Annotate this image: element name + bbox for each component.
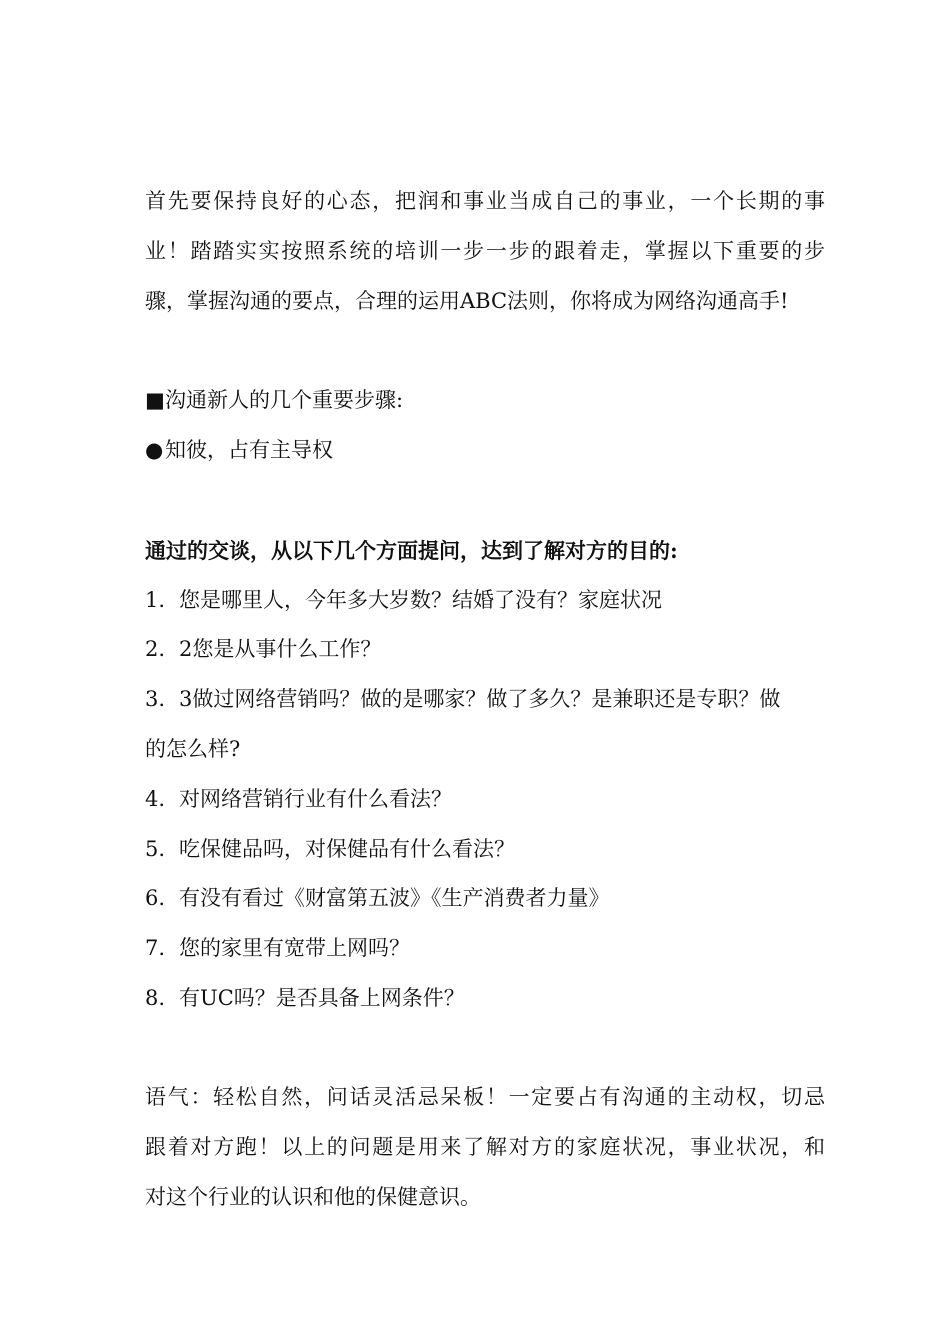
list-item bbox=[145, 983, 825, 1013]
list-item-number: 5. bbox=[145, 837, 166, 861]
list-item-number: 7. bbox=[145, 936, 166, 960]
list-item bbox=[145, 784, 825, 814]
steps-heading-text: 沟通新人的几个重要步骤: bbox=[165, 388, 404, 412]
list-item bbox=[145, 634, 825, 664]
list-item-number: 6. bbox=[145, 886, 166, 910]
list-item-number: 1. bbox=[145, 588, 166, 612]
list-item-text: 3做过网络营销吗？做的是哪家？做了多久？是兼职还是专职？做 bbox=[179, 687, 781, 711]
questions-heading: 通过的交谈，从以下几个方面提问，达到了解对方的目的: bbox=[145, 538, 678, 563]
list-item-text: 吃保健品吗，对保健品有什么看法？ bbox=[179, 837, 515, 861]
list-item bbox=[145, 883, 825, 913]
list-item-number: 2. bbox=[145, 637, 166, 661]
step-one bbox=[145, 435, 825, 465]
list-item-text: 您的家里有宽带上网吗？ bbox=[179, 936, 410, 960]
list-item-text: 有UC吗？是否具备上网条件？ bbox=[179, 986, 465, 1010]
square-bullet-icon: ■ bbox=[145, 388, 165, 412]
intro-line-3: 骤，掌握沟通的要点，合理的运用ABC法则，你将成为网络沟通高手! bbox=[145, 289, 789, 313]
step-one-text: 知彼，占有主导权 bbox=[165, 438, 333, 462]
list-item-number: 4. bbox=[145, 787, 166, 811]
list-item-number: 8. bbox=[145, 986, 166, 1010]
tone-line-1: 语气：轻松自然，问话灵活忌呆板！一定要占有沟通的主动权，切忌 bbox=[145, 1085, 825, 1109]
list-item-text: 您是哪里人，今年多大岁数？结婚了没有？家庭状况 bbox=[179, 588, 662, 612]
steps-heading bbox=[145, 385, 825, 415]
list-item bbox=[145, 684, 825, 714]
list-item-number: 3. bbox=[145, 687, 166, 711]
tone-line-2: 跟着对方跑！以上的问题是用来了解对方的家庭状况，事业状况，和 bbox=[145, 1135, 825, 1159]
list-item-text: 对网络营销行业有什么看法？ bbox=[179, 787, 452, 811]
list-item-continuation: 的怎么样? bbox=[145, 737, 241, 761]
list-item bbox=[145, 834, 825, 864]
intro-line-1: 首先要保持良好的心态，把润和事业当成自己的事业，一个长期的事 bbox=[145, 189, 825, 213]
circle-bullet-icon: ● bbox=[145, 438, 164, 462]
intro-line-2: 业！踏踏实实按照系统的培训一步一步的跟着走，掌握以下重要的步 bbox=[145, 239, 825, 263]
list-item-text: 2您是从事什么工作？ bbox=[179, 637, 382, 661]
list-item bbox=[145, 585, 825, 615]
tone-line-3: 对这个行业的认识和他的保健意识。 bbox=[145, 1185, 481, 1209]
list-item-text: 有没有看过《财富第五波》《生产消费者力量》 bbox=[179, 886, 610, 910]
list-item bbox=[145, 933, 825, 963]
